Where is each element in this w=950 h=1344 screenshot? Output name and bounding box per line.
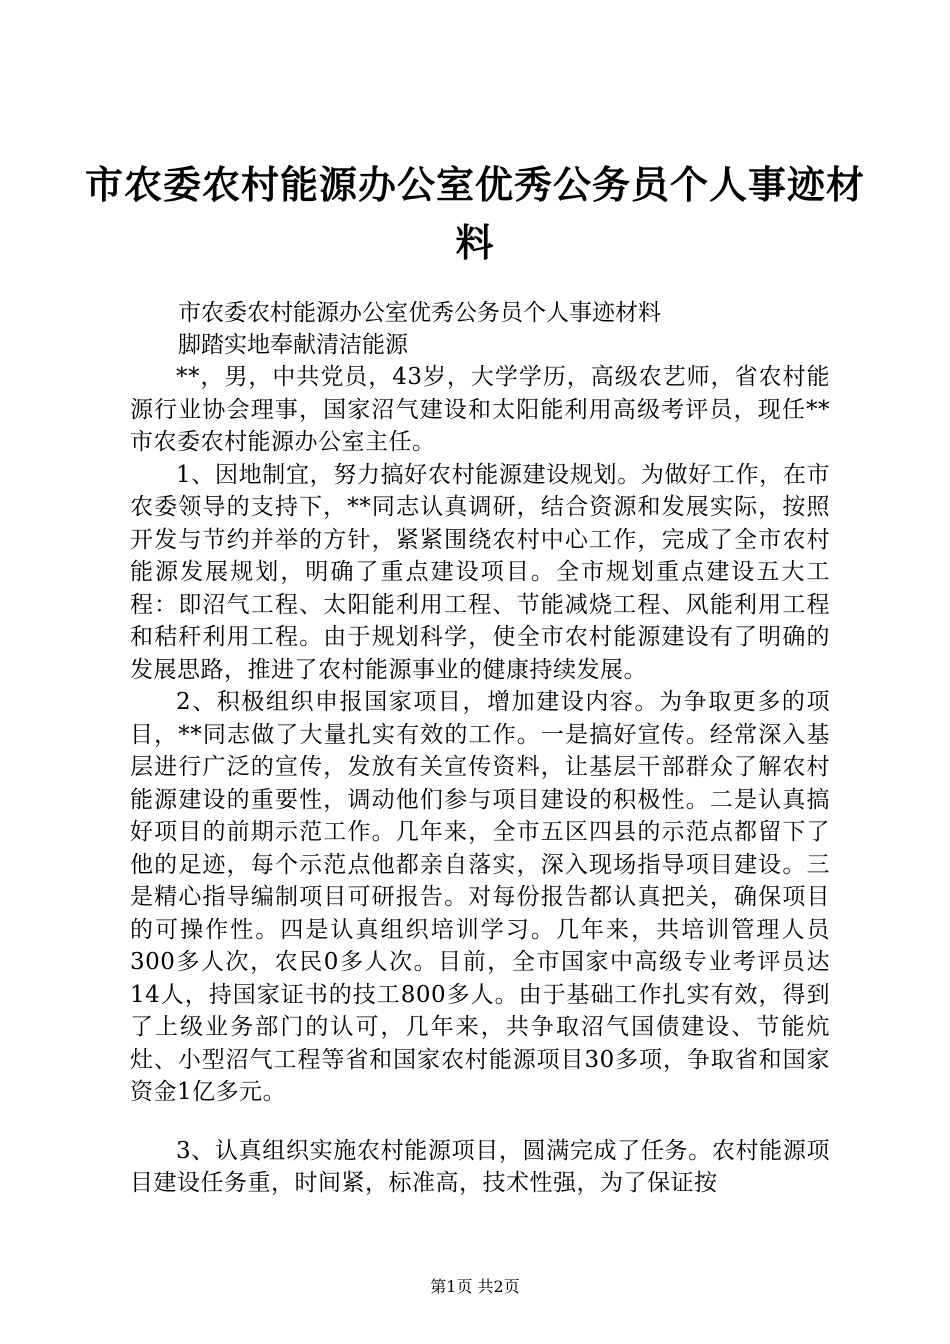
document-title-line2: 料 <box>455 221 495 265</box>
document-heading: 脚踏实地奉献清洁能源 <box>178 332 408 358</box>
paragraph-intro: **，男，中共党员，43岁，大学学历，高级农艺师，省农村能源行业协会理事，国家沼气建设和太阳能利用高级考评员，现任**市农委农村能源办公室主任。 <box>130 364 830 455</box>
page-number-footer: 第1页 共2页 <box>430 1277 520 1296</box>
paragraph-2: 2、积极组织申报国家项目，增加建设内容。为争取更多的项目，**同志做了大量扎实有效的工作。一是搞好宣传。经常深入基层进行广泛的宣传，发放有关宣传资料，让基层干部群众了解农村能源建设的重要性，调动他们参与项目建设的积极性。二是认真搞好项目的前期示范工作。几年来，全市五区四县的示范点都留下了他的足迹，每个示范点他都亲自落实，深入现场指导项目建设。三是精心指导编制项目可研报告。对每份报告都认真把关，确保项目的可操作性。四是认真组织培训学习。几年来，共培训管理人员300多人次，农民0多人次。目前，全市国家中高级专业考评员达14人，持国家证书的技工800多人。由于基础工作扎实有效，得到了上级业务部门的认可，几年来，共争取沼气国债建设、节能炕灶、小型沼气工程等省和国家农村能源项目30多项，争取省和国家资金1亿多元。 <box>130 689 830 1105</box>
document-subtitle: 市农委农村能源办公室优秀公务员个人事迹材料 <box>178 300 661 326</box>
document-title-line1: 市农委农村能源办公室优秀公务员个人事迹材 <box>84 163 865 207</box>
paragraph-3: 3、认真组织实施农村能源项目，圆满完成了任务。农村能源项目建设任务重，时间紧，标准高，技术性强，为了保证按 <box>130 1137 830 1196</box>
paragraph-1: 1、因地制宜，努力搞好农村能源建设规划。为做好工作，在市农委领导的支持下，**同志认真调研，结合资源和发展实际，按照开发与节约并举的方针，紧紧围绕农村中心工作，完成了全市农村能源发展规划，明确了重点建设项目。全市规划重点建设五大工程：即沼气工程、太阳能利用工程、节能减烧工程、风能利用工程和秸秆利用工程。由于规划科学，使全市农村能源建设有了明确的发展思路，推进了农村能源事业的健康持续发展。 <box>130 461 830 683</box>
document-body <box>130 361 830 1200</box>
